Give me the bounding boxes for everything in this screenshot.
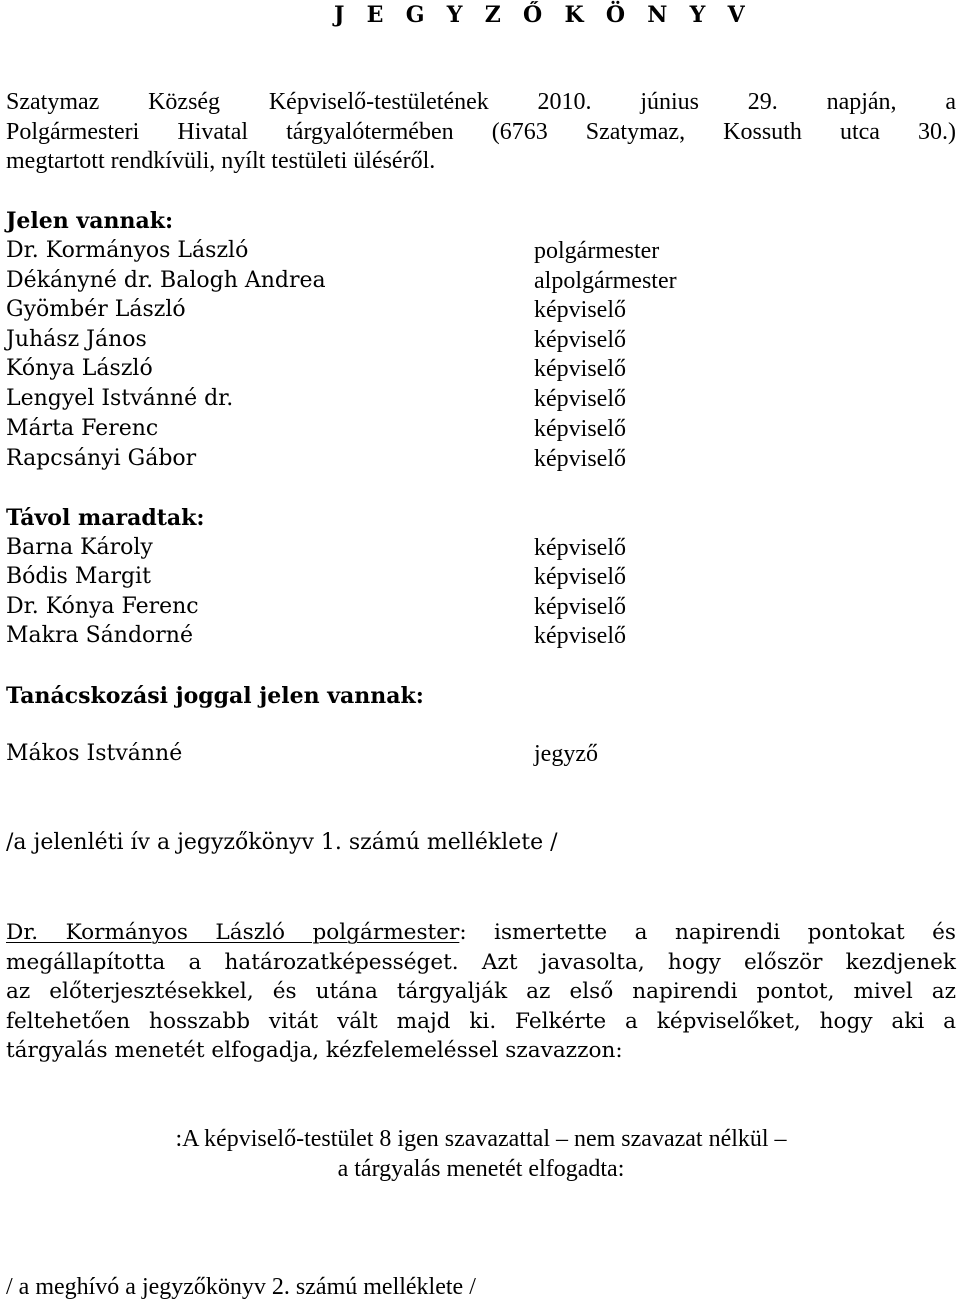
resolution-block [6,1124,956,1184]
absent-member-role: képviselő [534,564,626,590]
present-member-role: alpolgármester [534,268,677,294]
present-member-role: képviselő [534,416,626,442]
present-member-role: képviselő [534,446,626,472]
absent-member-role: képviselő [534,535,626,561]
present-member-role: polgármester [534,238,660,264]
present-member-name: Márta Ferenc [6,416,159,441]
present-member-role: képviselő [534,356,626,382]
intro-line-2: Polgármesteri Hivatal tárgyalótermében (6763 Szatymaz, Kossuth utca 30.) [6,118,956,145]
advisory-member-role: jegyző [534,741,598,767]
attachment-note-1: /a jelenléti ív a jegyzőkönyv 1. számú melléklete / [6,830,558,855]
absent-heading: Távol maradtak: [6,505,205,531]
absent-member-role: képviselő [534,623,626,649]
minutes-line-3: az előterjesztésekkel, és utána tárgyalják az első napirendi pontot, mivel az [6,979,956,1005]
minutes-line-4: feltehetően hosszabb vitát vált majd ki. Felkérte a képviselőket, hogy aki a [6,1008,956,1034]
intro-line-3: megtartott rendkívüli, nyílt testületi üléséről. [6,148,436,175]
resolution-line-2: a tárgyalás menetét elfogadta: [337,1156,625,1182]
minutes-line-1 [6,918,956,948]
present-member-name: Gyömbér László [6,297,186,322]
advisory-member-name: Mákos Istvánné [6,741,183,766]
minutes-line-2: megállapította a határozatképességet. Azt javasolta, hogy először kezdjenek [6,949,956,975]
present-member-name: Rapcsányi Gábor [6,446,197,471]
resolution-line-1: :A képviselő-testület 8 igen szavazattal – nem szavazat nélkül – [175,1126,787,1152]
speaker-name: Dr. Kormányos László polgármester [6,920,460,945]
present-member-role: képviselő [534,386,626,412]
absent-member-name: Makra Sándorné [6,623,193,648]
minutes-line-5: tárgyalás menetét elfogadja, kézfelemeléssel szavazzon: [6,1038,623,1064]
present-member-role: képviselő [534,327,626,353]
absent-member-role: képviselő [534,594,626,620]
present-heading: Jelen vannak: [6,208,174,234]
minutes-paragraph [6,918,956,1066]
document-title: J E G Y Z Ő K Ö N Y V [334,2,752,28]
absent-member-name: Dr. Kónya Ferenc [6,594,199,619]
present-member-name: Kónya László [6,356,153,381]
absent-member-name: Bódis Margit [6,564,151,589]
minutes-line-1-rest: : ismertette a napirendi pontokat és [459,920,957,945]
attachment-note-2: / a meghívó a jegyzőkönyv 2. számú melléklete / [6,1274,476,1300]
present-member-role: képviselő [534,297,626,323]
intro-line-1: Szatymaz Község Képviselő-testületének 2010. június 29. napján, a [6,89,956,115]
present-member-name: Lengyel Istvánné dr. [6,386,234,411]
present-member-name: Dékányné dr. Balogh Andrea [6,268,326,293]
present-member-name: Dr. Kormányos László [6,238,249,263]
present-member-name: Juhász János [6,327,147,352]
advisory-heading: Tanácskozási joggal jelen vannak: [6,683,424,709]
intro-paragraph [6,88,956,177]
absent-member-name: Barna Károly [6,535,153,560]
